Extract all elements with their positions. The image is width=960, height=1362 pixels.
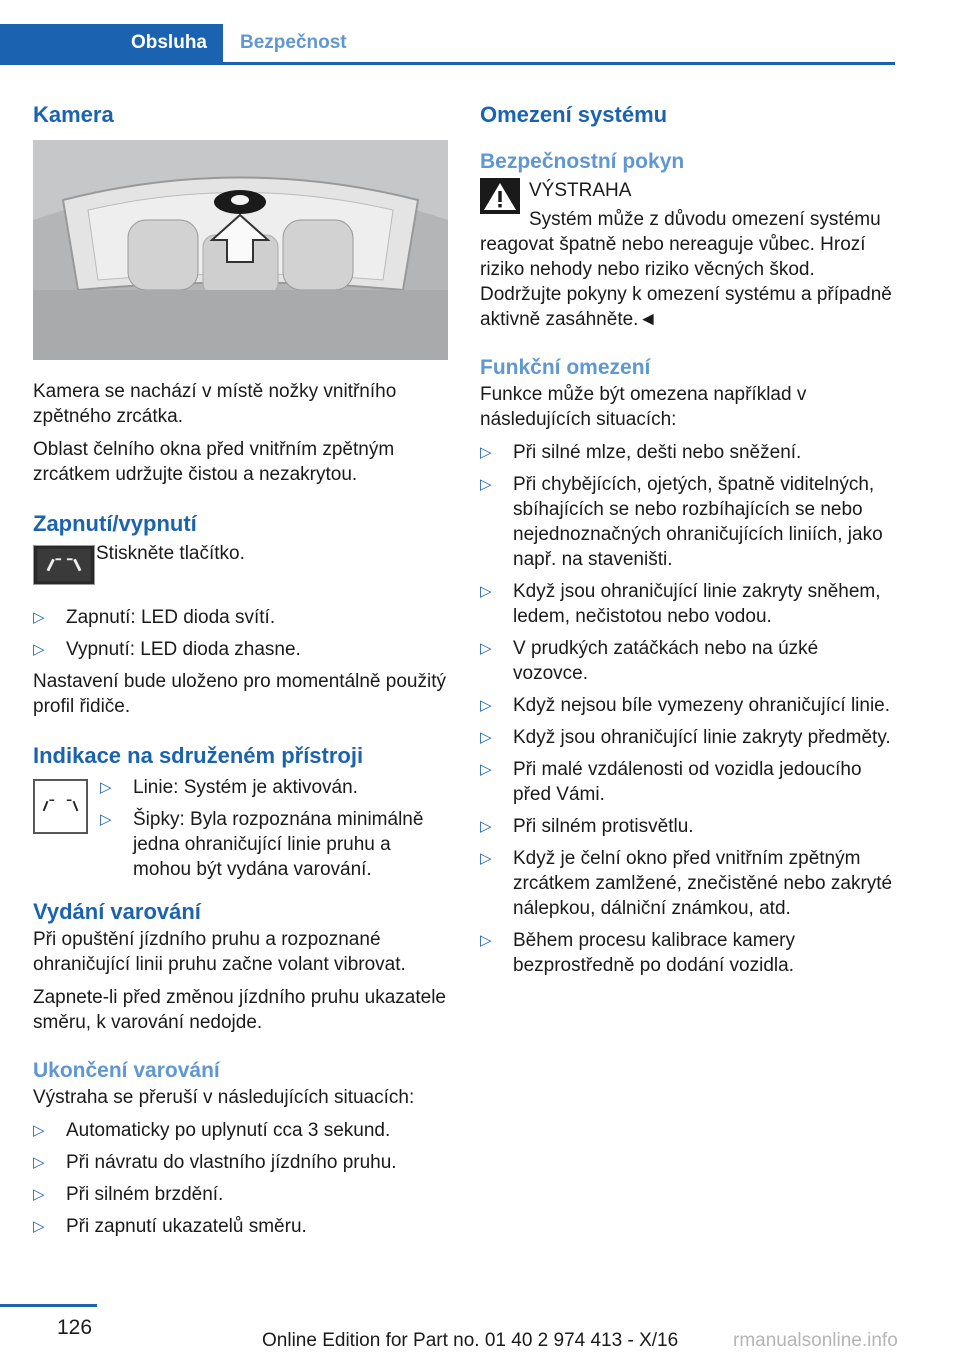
cluster-row bbox=[33, 779, 448, 897]
onoff-list bbox=[33, 605, 448, 662]
list-item: ▷ Při silné mlze, dešti nebo sněžení. bbox=[480, 442, 802, 463]
func-text: Funkce může být omezena například v následujících situacích: bbox=[480, 384, 807, 430]
limits-heading: Omezení systému bbox=[480, 102, 668, 127]
bullet-icon: ▷ bbox=[480, 583, 492, 600]
list-item: ▷ V prudkých zatáčkách nebo na úzké vozovce. bbox=[480, 638, 819, 684]
header-tabbar bbox=[0, 24, 895, 65]
bullet-icon: ▷ bbox=[33, 641, 45, 658]
cluster-list bbox=[100, 775, 450, 889]
edition-note: Online Edition for Part no. 01 40 2 974 413 - X/16 bbox=[262, 1330, 679, 1351]
warning-text: Systém může z důvodu omezení systému reagovat špatně nebo nereaguje vůbec. Hrozí riziko nehody nebo riziko věcných škod. Dodržujte pokyny k omezení systému a případně aktivně zasáhněte.◄ bbox=[480, 209, 892, 330]
bullet-icon: ▷ bbox=[480, 444, 492, 461]
cluster-heading: Indikace na sdruženém přístroji bbox=[33, 743, 364, 768]
tab-obsluha[interactable]: Obsluha bbox=[0, 24, 223, 62]
func-heading: Funkční omezení bbox=[480, 356, 651, 379]
list-item: ▷ Při zapnutí ukazatelů směru. bbox=[33, 1216, 307, 1237]
list-item: ▷ Když jsou ohraničující linie zakryty předměty. bbox=[480, 727, 891, 748]
list-item: ▷ Při malé vzdálenosti od vozidla jedoucího před Vámi. bbox=[480, 759, 862, 805]
list-item: ▷ Při chybějících, ojetých, špatně viditelných, sbíhajících se nebo rozbíhajících se nebo nejednoznačných ohraničujících liniích, jako např. na staveništi. bbox=[480, 474, 883, 570]
camera-heading: Kamera bbox=[33, 102, 114, 127]
list-item: ▷ Při silném brzdění. bbox=[33, 1184, 224, 1205]
page-number: 126 bbox=[57, 1316, 93, 1339]
right-column bbox=[480, 100, 895, 985]
onoff-heading: Zapnutí/vypnutí bbox=[33, 511, 197, 536]
warning-label: VÝSTRAHA bbox=[529, 180, 632, 201]
list-item: ▷ Při silném protisvětlu. bbox=[480, 816, 694, 837]
list-item: ▷ Při návratu do vlastního jízdního pruhu. bbox=[33, 1152, 397, 1173]
func-list bbox=[480, 440, 895, 978]
bullet-icon: ▷ bbox=[33, 609, 45, 626]
onoff-note: Nastavení bude uloženo pro momentálně použitý profil řidiče. bbox=[33, 671, 446, 717]
bullet-icon: ▷ bbox=[480, 850, 492, 867]
bullet-icon: ▷ bbox=[480, 697, 492, 714]
list-item: ▷ Automaticky po uplynutí cca 3 sekund. bbox=[33, 1120, 391, 1141]
watermark: rmanualsonline.info bbox=[733, 1330, 898, 1351]
list-item: ▷ Když jsou ohraničující linie zakryty sněhem, ledem, nečistotou nebo vodou. bbox=[480, 581, 881, 627]
tab-bezpecnost[interactable]: Bezpečnost bbox=[240, 32, 347, 53]
list-item: ▷ Linie: Systém je aktivován. bbox=[100, 777, 358, 798]
onoff-instruction: Stiskněte tlačítko. bbox=[96, 543, 245, 564]
warning-block bbox=[480, 178, 895, 332]
bullet-icon: ▷ bbox=[480, 640, 492, 657]
left-column bbox=[33, 100, 448, 1246]
bullet-icon: ▷ bbox=[33, 1154, 45, 1171]
lane-assist-button-icon[interactable] bbox=[33, 545, 95, 585]
end-text: Výstraha se přeruší v následujících situacích: bbox=[33, 1087, 415, 1108]
list-item: ▷ Když je čelní okno před vnitřním zpětným zrcátkem zamlžené, znečistěné nebo zakryté nálepkou, dálniční známkou, atd. bbox=[480, 848, 893, 919]
list-item: ▷ Zapnutí: LED dioda svítí. bbox=[33, 607, 276, 628]
safety-heading: Bezpečnostní pokyn bbox=[480, 150, 685, 173]
bullet-icon: ▷ bbox=[100, 811, 112, 828]
list-item: ▷ Když nejsou bíle vymezeny ohraničující linie. bbox=[480, 695, 891, 716]
windshield-camera-photo bbox=[33, 140, 448, 360]
onoff-button-row bbox=[33, 545, 448, 593]
end-heading: Ukončení varování bbox=[33, 1059, 220, 1082]
footer-rule bbox=[0, 1304, 97, 1307]
list-item: ▷ Vypnutí: LED dioda zhasne. bbox=[33, 639, 301, 660]
bullet-icon: ▷ bbox=[480, 818, 492, 835]
bullet-icon: ▷ bbox=[480, 476, 492, 493]
bullet-icon: ▷ bbox=[480, 761, 492, 778]
bullet-icon: ▷ bbox=[33, 1122, 45, 1139]
warn-heading: Vydání varování bbox=[33, 899, 201, 924]
list-item: ▷ Během procesu kalibrace kamery bezprostředně po dodání vozidla. bbox=[480, 930, 795, 976]
list-item: ▷ Šipky: Byla rozpoznána minimálně jedna ohraničující linie pruhu a mohou být vydána varování. bbox=[100, 809, 424, 880]
bullet-icon: ▷ bbox=[480, 729, 492, 746]
bullet-icon: ▷ bbox=[480, 932, 492, 949]
camera-paragraph-1: Kamera se nachází v místě nožky vnitřního zpětného zrcátka. bbox=[33, 381, 397, 427]
warn-paragraph-1: Při opuštění jízdního pruhu a rozpoznané ohraničující linii pruhu začne volant vibrovat. bbox=[33, 929, 406, 975]
warn-paragraph-2: Zapnete-li před změnou jízdního pruhu ukazatele směru, k varování nedojde. bbox=[33, 987, 446, 1033]
bullet-icon: ▷ bbox=[100, 779, 112, 796]
bullet-icon: ▷ bbox=[33, 1186, 45, 1203]
lane-lines-icon bbox=[33, 779, 88, 834]
camera-paragraph-2: Oblast čelního okna před vnitřním zpětným zrcátkem udržujte čistou a nezakrytou. bbox=[33, 439, 395, 485]
end-list bbox=[33, 1118, 448, 1239]
warning-triangle-icon bbox=[480, 178, 520, 214]
bullet-icon: ▷ bbox=[33, 1218, 45, 1235]
